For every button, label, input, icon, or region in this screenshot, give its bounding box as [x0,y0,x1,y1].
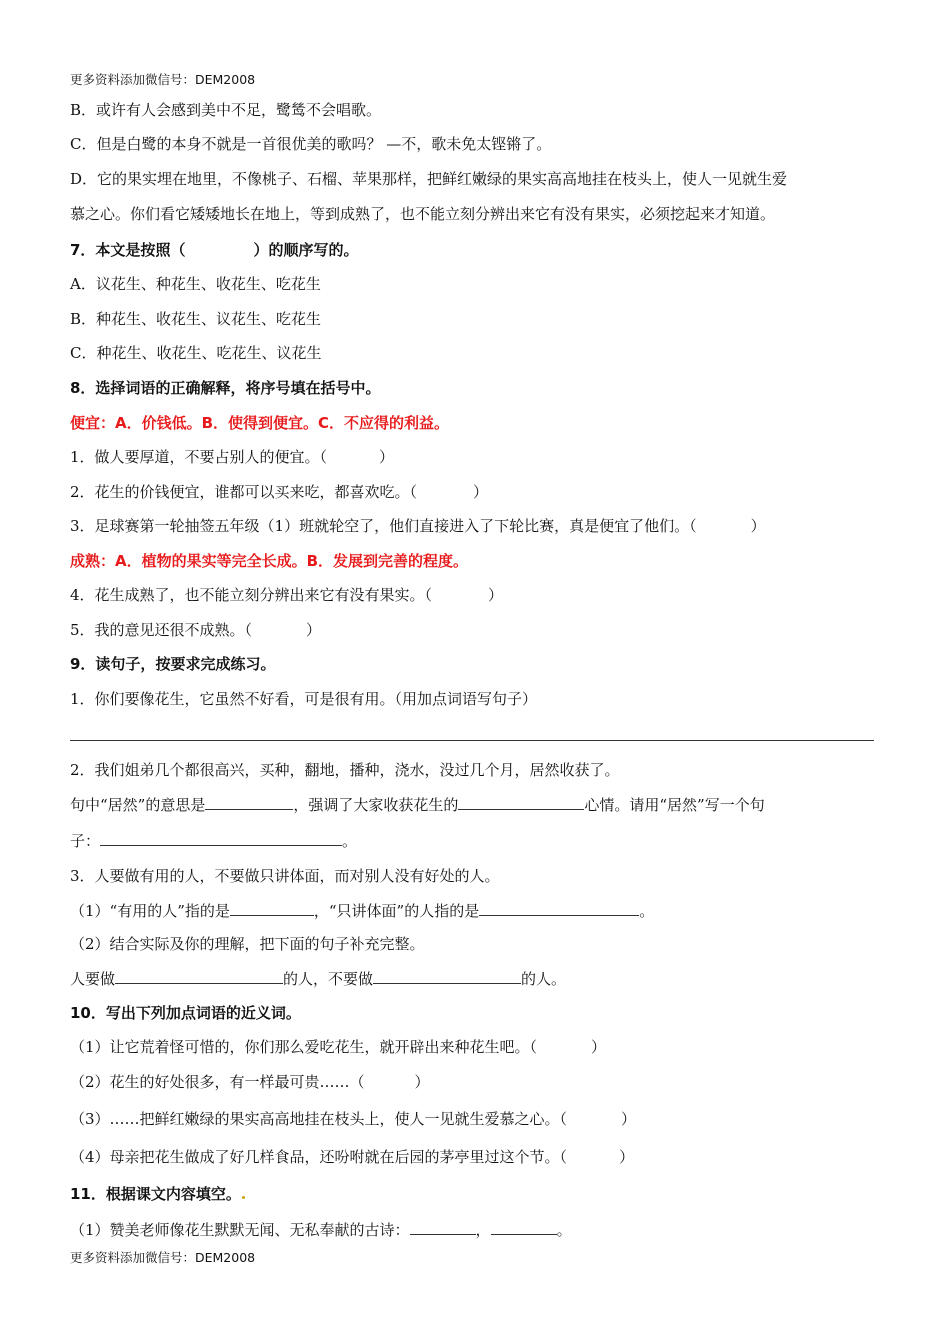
page-header: 更多资料添加微信号：DEM2008 [70,72,256,87]
q9-sentence-3-part1: （1）“有用的人”指的是 ，“只讲体面”的人指的是 。 [70,902,655,920]
decorative-dot [242,1196,245,1199]
q6-option-b: B．或许有人会感到美中不足，鹭鸶不会唱歌。 [70,101,382,119]
answer-blank[interactable] [458,794,584,810]
q8-sentence-2: 2．花生的价钱便宜，谁都可以买来吃，都喜欢吃。（ ） [70,483,489,501]
answer-blank[interactable] [410,1219,476,1235]
q8-title: 8．选择词语的正确解释，将序号填在括号中。 [70,379,381,397]
q10-item-3: （3）……把鲜红嫩绿的果实高高地挂在枝头上，使人一见就生爱慕之心。（ ） [70,1110,637,1128]
q7-option-c: C．种花生、收花生、吃花生、议花生 [70,344,322,362]
q7-option-b: B．种花生、收花生、议花生、吃花生 [70,310,322,328]
answer-blank[interactable] [373,968,521,984]
answer-blank[interactable] [100,830,342,846]
q9-sentence-2-task: 句中“居然”的意思是 ，强调了大家收获花生的 心情。请用“居然”写一个句 [70,796,765,814]
q7-title: 7．本文是按照（ ）的顺序写的。 [70,241,359,259]
q8-definition-pianyi: 便宜：A．价钱低。B．使得到便宜。C．不应得的利益。 [70,414,450,432]
q6-option-d-line1: D．它的果实埋在地里，不像桃子、石榴、苹果那样，把鲜红嫩绿的果实高高地挂在枝头上，使人一见就生爱 [70,170,788,188]
q11-title: 11．根据课文内容填空。 [70,1184,246,1204]
answer-blank[interactable] [479,900,639,916]
q9-sentence-3-complete: 人要做 的人，不要做 的人。 [70,970,567,988]
q8-sentence-4: 4．花生成熟了，也不能立刻分辨出来它有没有果实。（ ） [70,586,504,604]
q8-sentence-1: 1．做人要厚道，不要占别人的便宜。（ ） [70,448,395,466]
q8-sentence-5: 5．我的意见还很不成熟。（ ） [70,621,322,639]
answer-blank[interactable] [115,968,283,984]
q8-sentence-3: 3．足球赛第一轮抽签五年级（1）班就轮空了，他们直接进入了下轮比赛，真是便宜了他们。（ ） [70,517,766,535]
q10-item-1: （1）让它荒着怪可惜的，你们那么爱吃花生，就开辟出来种花生吧。（ ） [70,1038,607,1056]
q8-definition-chengshu: 成熟：A．植物的果实等完全长成。B．发展到完善的程度。 [70,552,469,570]
answer-blank[interactable] [230,900,314,916]
q10-title: 10．写出下列加点词语的近义词。 [70,1004,301,1022]
q9-sentence-2: 2．我们姐弟几个都很高兴，买种，翻地，播种，浇水，没过几个月，居然收获了。 [70,761,620,779]
q10-item-2: （2）花生的好处很多，有一样最可贵……（ ） [70,1073,430,1091]
answer-line[interactable] [70,740,874,741]
answer-blank[interactable] [205,794,293,810]
q6-option-c: C．但是白鹭的本身不就是一首很优美的歌吗？ —不，歌未免太铿锵了。 [70,135,552,153]
q9-title: 9．读句子，按要求完成练习。 [70,655,276,673]
q9-sentence-2-write: 子： 。 [70,832,358,850]
q9-sentence-3-part2: （2）结合实际及你的理解，把下面的句子补充完整。 [70,935,425,953]
q6-option-d-line2: 慕之心。你们看它矮矮地长在地上，等到成熟了，也不能立刻分辨出来它有没有果实，必须挖起来才知道。 [70,205,776,223]
q10-item-4: （4）母亲把花生做成了好几样食品，还吩咐就在后园的茅亭里过这个节。（ ） [70,1148,635,1166]
q7-option-a: A．议花生、种花生、收花生、吃花生 [70,275,321,293]
q9-sentence-3: 3．人要做有用的人，不要做只讲体面，而对别人没有好处的人。 [70,867,500,885]
q11-item-1: （1）赞美老师像花生默默无闻、无私奉献的古诗： ， 。 [70,1221,572,1239]
answer-blank[interactable] [491,1219,557,1235]
page-footer: 更多资料添加微信号：DEM2008 [70,1250,256,1265]
q9-sentence-1: 1．你们要像花生，它虽然不好看，可是很有用。（用加点词语写句子） [70,690,538,708]
